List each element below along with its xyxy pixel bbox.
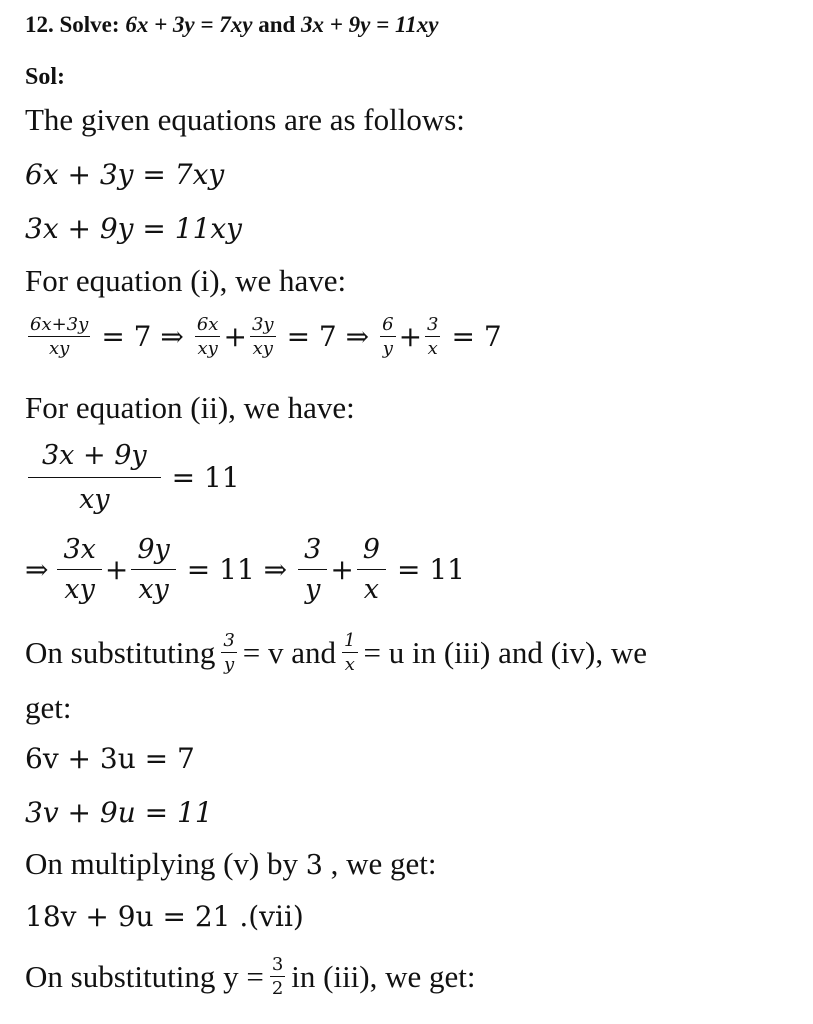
fraction-4: $\frac{6}{y}$ [382, 314, 394, 359]
question-number: 12. [25, 12, 54, 37]
step-ii-equation-a: $\frac{3x + 9y}{xy}$ = 11 [25, 440, 248, 515]
result-equation: 18v + 9u = 21 .(vii) [25, 900, 304, 933]
question-equation-1: 6x + 3y = 7xy [125, 12, 253, 37]
equation-i-heading: For equation (i), we have: [25, 263, 347, 298]
final-substitution-line: On substituting y = $\frac{3}{2}$ in (iii), we get: [25, 954, 476, 999]
fraction-1: $\frac{6x+3y}{xy}$ [30, 314, 89, 359]
step-i-equation: $\frac{6x+3y}{xy}$ = 7 ⇒ $\frac{6x}{xy}$ + $\frac{3y}{xy}$ = 7 ⇒ $\frac{6}{y}$ + $\frac{3}{x}$ = 7 [30, 314, 502, 359]
fraction-b-4: $\frac{9}{x}$ [357, 534, 386, 605]
fraction-final: $\frac{3}{2}$ [271, 954, 284, 999]
question-equation-2: 3x + 9y = 11xy [301, 12, 439, 37]
equation-ii-heading: For equation (ii), we have: [25, 390, 355, 425]
linear-equation-1: 6v + 3u = 7 [25, 742, 195, 775]
intro-text: The given equations are as follows: [25, 102, 465, 137]
question-line [25, 12, 438, 38]
fraction-big-1: $\frac{3x + 9y}{xy}$ [28, 440, 161, 515]
linear-equation-2: 3v + 9u = 11 [25, 796, 213, 829]
question-prefix: Solve: [59, 12, 120, 37]
equation-2: 3x + 9y = 11xy [25, 212, 242, 245]
fraction-2: $\frac{6x}{xy}$ [196, 314, 219, 359]
fraction-sub-2: $\frac{1}{x}$ [344, 630, 356, 675]
equation-1: 6x + 3y = 7xy [25, 158, 225, 191]
fraction-5: $\frac{3}{x}$ [427, 314, 439, 359]
fraction-b-2: $\frac{9y}{xy}$ [131, 534, 175, 605]
multiply-factor: 3 [305, 850, 323, 881]
multiply-line: On multiplying (v) by 3 , we get: [25, 846, 437, 881]
substitution-line: On substituting $\frac{3}{y}$ = v and $\frac{1}{x}$ = u in (iii) and (iv), we [25, 630, 647, 675]
fraction-b-1: $\frac{3x}{xy}$ [57, 534, 101, 605]
fraction-3: $\frac{3y}{xy}$ [251, 314, 274, 359]
fraction-sub-1: $\frac{3}{y}$ [223, 630, 235, 675]
question-connector: and [258, 12, 296, 37]
substitution-continuation: get: [25, 690, 72, 725]
step-ii-equation-b: ⇒ $\frac{3x}{xy}$ + $\frac{9y}{xy}$ = 11 ⇒ $\frac{3}{y}$ + $\frac{9}{x}$ = 11 [25, 534, 465, 605]
fraction-b-3: $\frac{3}{y}$ [298, 534, 327, 605]
solution-label: Sol: [25, 64, 66, 90]
